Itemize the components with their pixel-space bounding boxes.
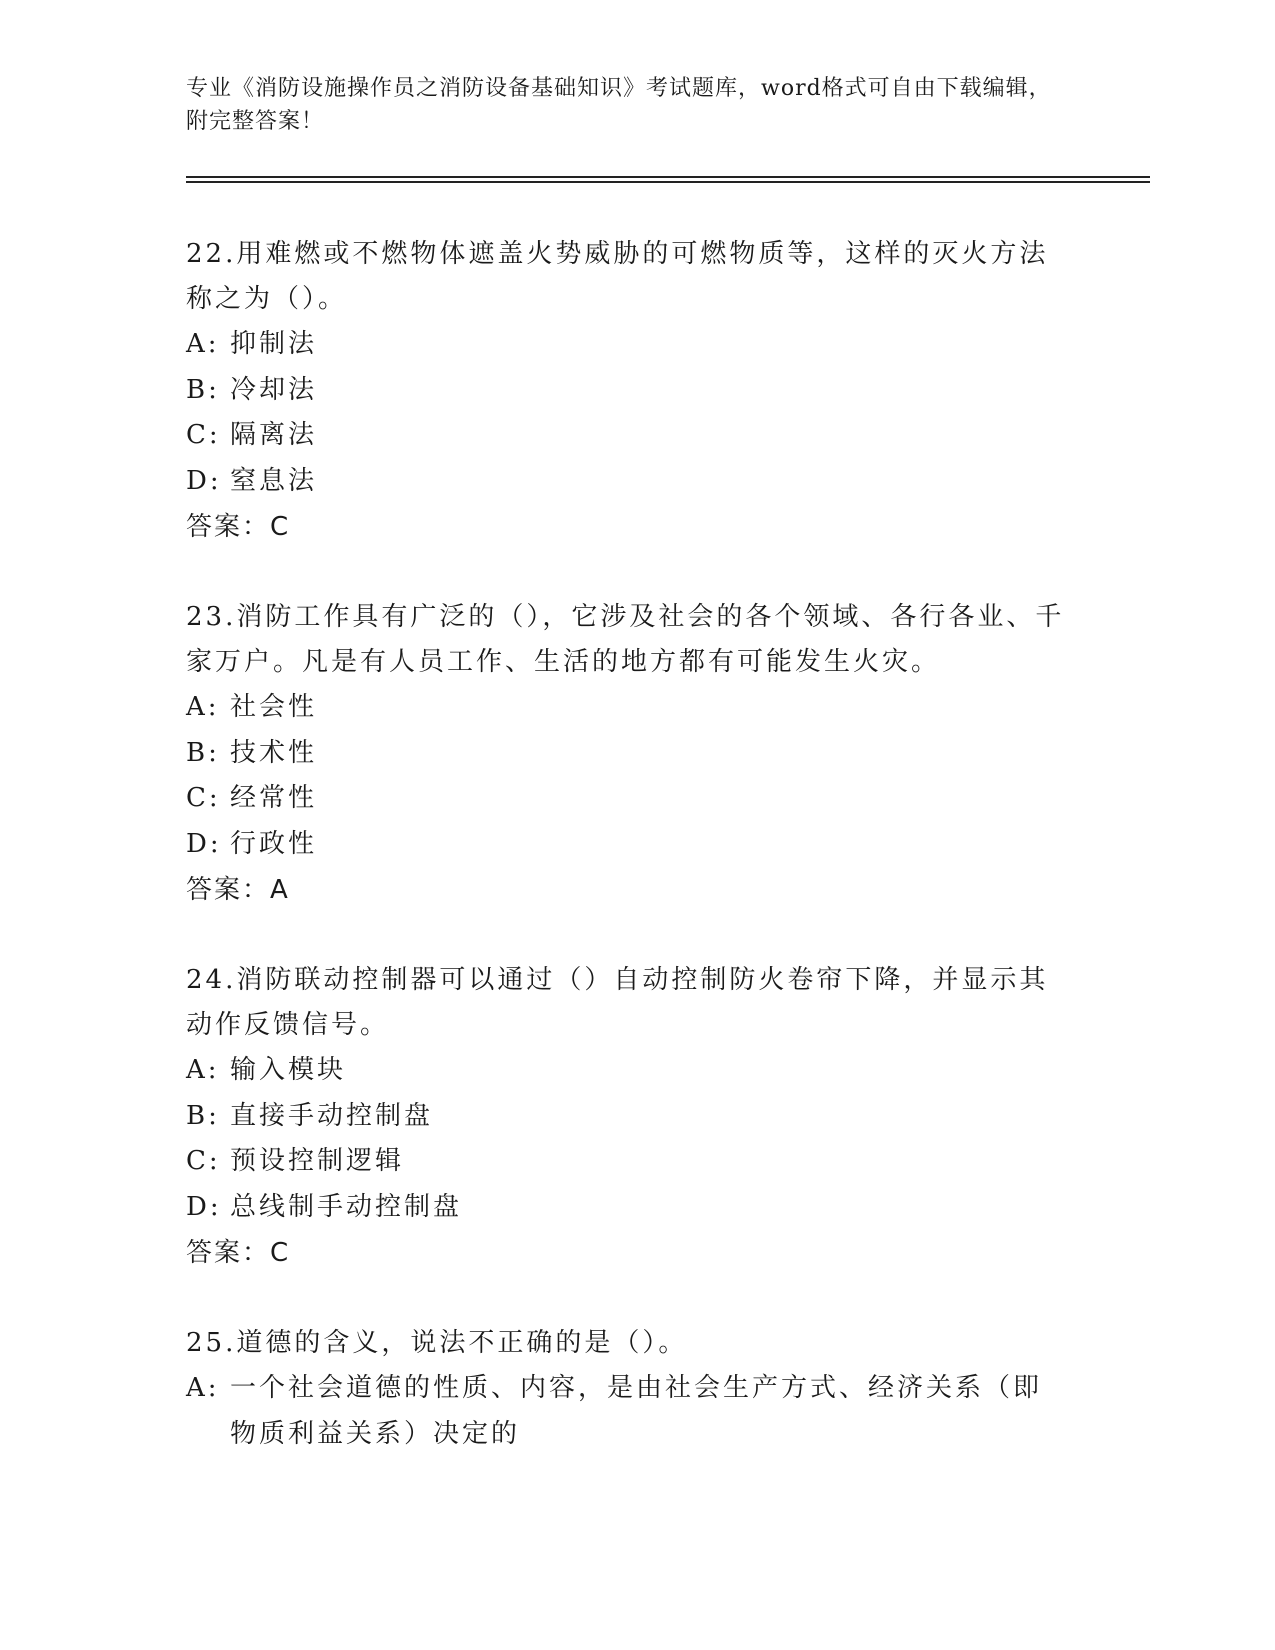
option-a — [186, 1366, 1066, 1457]
option-text: 抑制法 — [230, 329, 318, 359]
option-letter: C: — [186, 783, 221, 813]
option-letter: C: — [186, 420, 221, 450]
option-c — [186, 413, 1066, 459]
question-stem: 道德的含义，说法不正确的是（）。 — [236, 1328, 688, 1358]
question-number: 22. — [186, 239, 237, 269]
question-stem: 消防工作具有广泛的（），它涉及社会的各个领域、各行各业、千家万户。凡是有人员工作、生活的地方都有可能发生火灾。 — [186, 602, 1065, 677]
option-text: 窒息法 — [230, 465, 318, 496]
option-text: 直接手动控制盘 — [230, 1100, 434, 1131]
question-23 — [186, 595, 1066, 913]
option-letter: D: — [186, 1191, 222, 1222]
question-text — [186, 232, 1066, 322]
option-text: 预设控制逻辑 — [230, 1146, 405, 1176]
question-25 — [186, 1321, 1066, 1457]
option-text: 社会性 — [230, 692, 318, 722]
question-list — [186, 232, 1066, 1502]
answer-line: 答案：A — [186, 875, 290, 905]
option-letter: D: — [186, 465, 222, 496]
option-b — [186, 368, 1066, 414]
option-c — [186, 776, 1066, 822]
option-b — [186, 731, 1066, 777]
option-letter: A: — [186, 692, 220, 722]
question-24 — [186, 958, 1066, 1276]
option-letter: B: — [186, 1100, 220, 1131]
option-d — [186, 1185, 1066, 1231]
header-rule-top — [186, 176, 1150, 178]
question-number: 25. — [186, 1328, 237, 1358]
question-number: 23. — [186, 602, 237, 632]
answer-line: 答案：C — [186, 1238, 291, 1268]
option-letter: A: — [186, 329, 220, 359]
option-text: 隔离法 — [230, 420, 318, 450]
option-text: 经常性 — [230, 783, 318, 813]
answer-line: 答案：C — [186, 512, 291, 542]
question-text — [186, 595, 1066, 685]
option-letter: B: — [186, 374, 220, 405]
option-letter: C: — [186, 1146, 221, 1176]
option-a — [186, 1048, 1066, 1094]
option-letter: A: — [186, 1373, 220, 1403]
option-d — [186, 459, 1066, 505]
option-text: 冷却法 — [230, 374, 318, 405]
document-header: 专业《消防设施操作员之消防设备基础知识》考试题库，word格式可自由下载编辑，附完整答案！ — [186, 76, 1052, 134]
option-a — [186, 685, 1066, 731]
question-text — [186, 1321, 1066, 1366]
option-text: 技术性 — [230, 737, 318, 768]
option-text: 输入模块 — [230, 1055, 347, 1085]
question-text — [186, 958, 1066, 1048]
option-c — [186, 1139, 1066, 1185]
option-d — [186, 822, 1066, 868]
question-stem: 用难燃或不燃物体遮盖火势威胁的可燃物质等，这样的灭火方法称之为（）。 — [186, 239, 1049, 314]
option-a — [186, 322, 1066, 368]
option-letter: D: — [186, 828, 222, 859]
option-letter: A: — [186, 1055, 220, 1085]
question-22 — [186, 232, 1066, 550]
header-rule-bottom — [186, 181, 1150, 183]
question-stem: 消防联动控制器可以通过（）自动控制防火卷帘下降，并显示其动作反馈信号。 — [186, 965, 1049, 1040]
option-b — [186, 1094, 1066, 1140]
option-text: 行政性 — [230, 828, 318, 859]
question-number: 24. — [186, 965, 237, 995]
option-text: 一个社会道德的性质、内容，是由社会生产方式、经济关系（即物质利益关系）决定的 — [230, 1373, 1043, 1449]
option-letter: B: — [186, 737, 220, 768]
option-text: 总线制手动控制盘 — [230, 1191, 463, 1222]
